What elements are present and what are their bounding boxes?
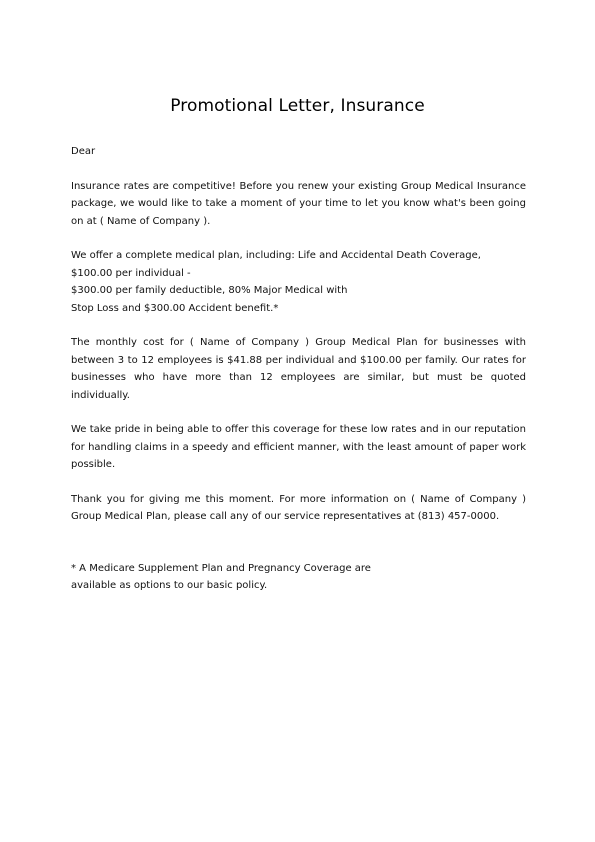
paragraph-offer	[71, 247, 526, 317]
letter-body	[71, 143, 526, 595]
footnote-line: available as options to our basic policy.	[71, 580, 268, 591]
offer-line: Stop Loss and $300.00 Accident benefit.*	[71, 302, 279, 314]
letter-title: Promotional Letter, Insurance	[170, 96, 425, 116]
spacer	[71, 543, 526, 560]
offer-line: We offer a complete medical plan, including: Life and Accidental Death Coverage,	[71, 250, 481, 261]
footnote	[71, 560, 526, 595]
paragraph-cost: The monthly cost for ( Name of Company ) Group Medical Plan for businesses with between 3 to 12 employees is $41.88 per individual and $100.00 per family. Our rates for businesses who have more than 12 employees are similar, but must be quoted individually.	[71, 337, 526, 401]
salutation: Dear	[71, 146, 96, 157]
paragraph-thanks: Thank you for giving me this moment. For more information on ( Name of Company ) Group Medical Plan, please call any of our service representatives at (813) 457-0000.	[71, 493, 526, 522]
offer-line: $100.00 per individual -	[71, 267, 191, 279]
paragraph-pride: We take pride in being able to offer this coverage for these low rates and in our reputation for handling claims in a speedy and efficient manner, with the least amount of paper work possible.	[71, 424, 526, 470]
paragraph-intro: Insurance rates are competitive! Before you renew your existing Group Medical Insurance package, we would like to take a moment of your time to let you know what's been going on at ( Name of Company ).	[71, 180, 526, 227]
offer-line: $300.00 per family deductible, 80% Major Medical with	[71, 285, 348, 296]
footnote-line: * A Medicare Supplement Plan and Pregnancy Coverage are	[71, 562, 371, 574]
